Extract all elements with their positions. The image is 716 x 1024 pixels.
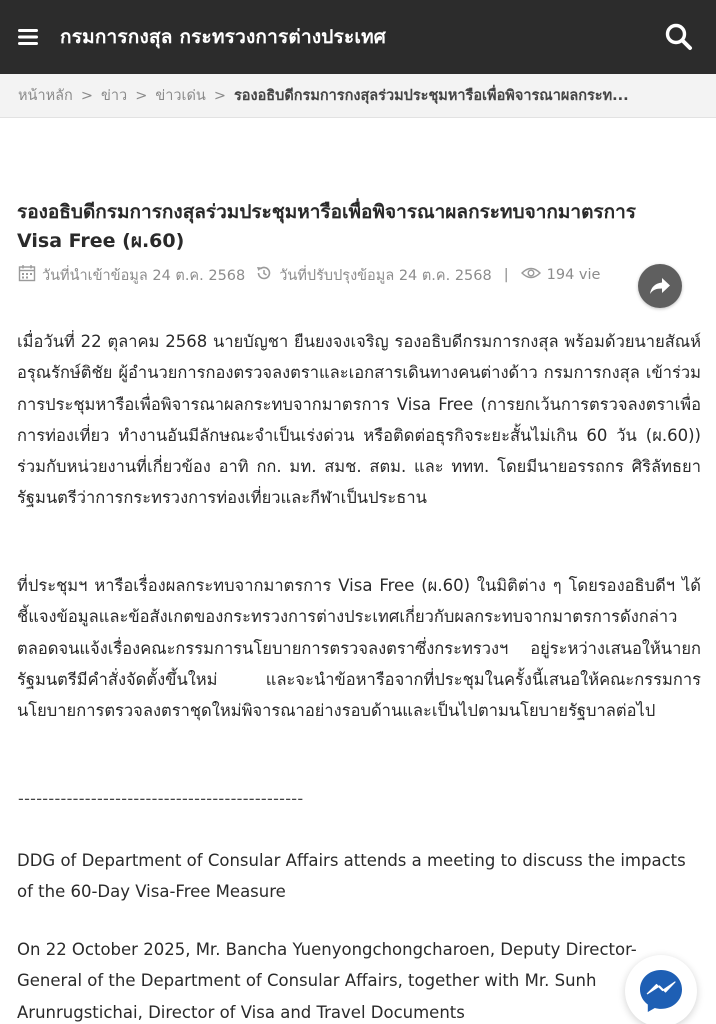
breadcrumb-home[interactable]: หน้าหลัก: [18, 88, 73, 104]
breadcrumb-news[interactable]: ข่าว: [101, 88, 128, 104]
article-paragraph: ที่ประชุมฯ หารือเรื่องผลกระทบจากมาตรการ Visa Free (ผ.60) ในมิติต่าง ๆ โดยรองอธิบดีฯ ได้ชี้แจงข้อมูลและข้อสังเกตของกระทรวงการต่างประเทศเกี่ยวกับผลกระทบจากมาตรการดังกล่าว ตลอดจนแจ้งเรื่องคณะกรรมการนโยบายการตรวจลงตราซึ่งกระทรวงฯ อยู่ระหว่างเสนอให้นายกรัฐมนตรีมีคำสั่งจัดตั้งขึ้นใหม่ และจะนำข้อหารือจากที่ประชุมในครั้งนี้เสนอให้คณะกรรมการนโยบายการตรวจลงตราชุดใหม่พิจารณาอย่างรอบด้านและเป็นไปตามนโยบายรัฐบาลต่อไป: [17, 576, 701, 721]
messenger-icon: [637, 967, 685, 1015]
eye-icon: [521, 266, 541, 284]
article-meta: [18, 263, 600, 287]
breadcrumb: [0, 74, 716, 118]
site-title[interactable]: กรมการกงสุล กระทรวงการต่างประเทศ: [60, 26, 387, 48]
update-date: วันที่ปรับปรุงข้อมูล 24 ต.ค. 2568: [279, 267, 492, 284]
messenger-chat-button[interactable]: [625, 955, 697, 1024]
calendar-icon: [18, 264, 36, 286]
english-title: DDG of Department of Consular Affairs attends a meeting to discuss the impacts of the 60-Day Visa-Free Measure: [17, 851, 686, 902]
share-button[interactable]: [638, 264, 682, 308]
article-title: รองอธิบดีกรมการกงสุลร่วมประชุมหารือเพื่อพิจารณาผลกระทบจากมาตรการ Visa Free (ผ.60): [17, 201, 636, 252]
history-icon: [255, 264, 273, 286]
breadcrumb-separator: >: [213, 87, 226, 104]
search-icon: [664, 22, 694, 52]
import-date: วันที่นำเข้าข้อมูล 24 ต.ค. 2568: [42, 267, 246, 284]
top-bar: [0, 0, 716, 74]
breadcrumb-current: รองอธิบดีกรมการกงสุลร่วมประชุมหารือเพื่อพิจารณาผลกระท...: [234, 88, 629, 104]
english-paragraph: On 22 October 2025, Mr. Bancha Yuenyongchongcharoen, Deputy Director-General of the Department of Consular Affairs, together with Mr. Sunh Arunrugstichai, Director of Visa and Travel Documents: [17, 940, 637, 1022]
article-paragraph: เมื่อวันที่ 22 ตุลาคม 2568 นายบัญชา ยืนยงจงเจริญ รองอธิบดีกรมการกงสุล พร้อมด้วยนายสัณห์ อรุณรักษ์ติชัย ผู้อำนวยการกองตรวจลงตราและเอกสารเดินทางคนต่างด้าว กรมการกงสุล เข้าร่วมการประชุมหารือเพื่อพิจารณาผลกระทบจากมาตรการ Visa Free (การยกเว้นการตรวจลงตราเพื่อการท่องเที่ยว ทำงานอันมีลักษณะจำเป็นเร่งด่วน หรือติดต่อธุรกิจระยะสั้นไม่เกิน 60 วัน (ผ.60)) ร่วมกับหน่วยงานที่เกี่ยวข้อง อาทิ กก. มท. สมช. สตม. และ ททท. โดยมีนายอรรถกร ศิริลัทธยา รัฐมนตรีว่าการกระทรวงการท่องเที่ยวและกีฬาเป็นประธาน: [17, 332, 701, 508]
meta-divider: |: [503, 267, 509, 283]
search-button[interactable]: [664, 22, 694, 52]
menu-button[interactable]: [0, 0, 56, 74]
view-count: 194 vie: [546, 267, 601, 283]
breadcrumb-featured-news[interactable]: ข่าวเด่น: [155, 88, 206, 104]
breadcrumb-separator: >: [135, 87, 148, 104]
section-separator: -----------------------------------------------: [18, 789, 304, 808]
share-arrow-icon: [649, 277, 671, 295]
hamburger-menu-icon: [16, 27, 40, 47]
breadcrumb-separator: >: [80, 87, 93, 104]
